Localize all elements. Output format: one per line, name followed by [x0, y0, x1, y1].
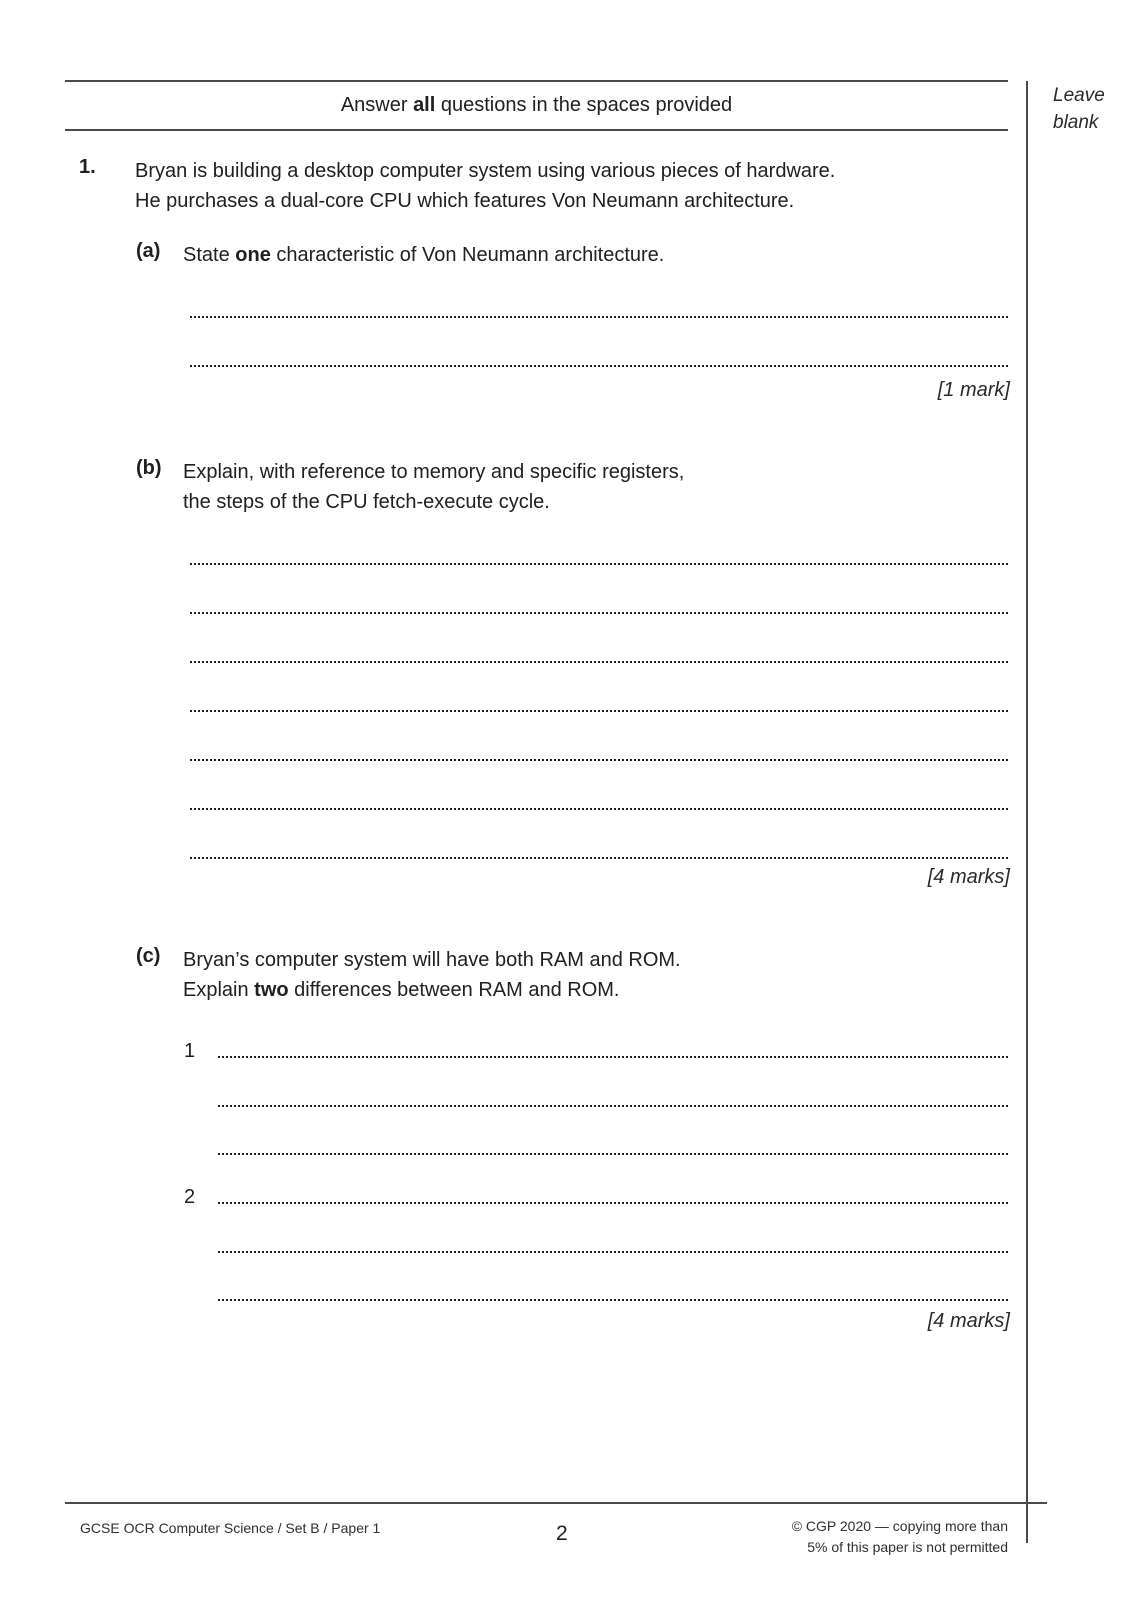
page-instruction	[65, 92, 1008, 118]
footer-course-reference: GCSE OCR Computer Science / Set B / Paper 1	[80, 1520, 381, 1536]
answer-line	[190, 612, 1008, 614]
part-a-text-bold: one	[235, 244, 271, 266]
answer-line	[218, 1251, 1008, 1253]
part-c-text-line2	[183, 975, 681, 1005]
answer-line	[218, 1202, 1008, 1204]
answer-line	[218, 1056, 1008, 1058]
part-c-label: (c)	[136, 945, 161, 967]
question-number: 1.	[79, 156, 96, 178]
part-a-answer-lines	[190, 316, 1008, 367]
part-c-text-bold: two	[254, 979, 289, 1001]
instruction-text-pre: Answer	[340, 94, 414, 116]
part-a-marks: [1 mark]	[937, 379, 1010, 401]
footer-copyright-line2: 5% of this paper is not permitted	[807, 1539, 1008, 1555]
part-b-answer-lines	[190, 563, 1008, 859]
answer-line	[190, 808, 1008, 810]
part-c-item2-number: 2	[184, 1186, 196, 1208]
answer-line	[218, 1153, 1008, 1155]
header-rule-top	[65, 80, 1008, 82]
part-b-text-line2: the steps of the CPU fetch-execute cycle.	[183, 491, 550, 513]
answer-line	[218, 1299, 1008, 1301]
answer-line	[190, 710, 1008, 712]
part-a-label: (a)	[136, 240, 161, 262]
leave-blank-line2: blank	[1053, 112, 1099, 133]
leave-blank-line1: Leave	[1053, 85, 1105, 106]
footer-copyright	[792, 1516, 1008, 1558]
answer-line	[190, 857, 1008, 859]
leave-blank-note	[1053, 82, 1105, 136]
part-a-text	[183, 240, 664, 270]
part-c-item1-number: 1	[184, 1040, 196, 1062]
part-b-marks: [4 marks]	[927, 866, 1010, 888]
question-intro-line2: He purchases a dual-core CPU which features Von Neumann architecture.	[135, 190, 795, 212]
part-b-text	[183, 457, 684, 517]
page-number: 2	[556, 1522, 568, 1545]
question-intro-line1: Bryan is building a desktop computer system using various pieces of hardware.	[135, 160, 836, 182]
part-c-text-pre: Explain	[183, 979, 255, 1001]
part-c-text-line1: Bryan’s computer system will have both RAM and ROM.	[183, 949, 681, 971]
part-c-item1-answer-lines	[218, 1056, 1008, 1155]
instruction-text-post: questions in the spaces provided	[435, 94, 733, 116]
part-c-item2-answer-lines	[218, 1202, 1008, 1301]
part-b-label: (b)	[136, 457, 162, 479]
part-c-text-post: differences between RAM and ROM.	[288, 979, 620, 1001]
footer-rule	[65, 1502, 1047, 1504]
part-c-marks: [4 marks]	[927, 1310, 1010, 1332]
part-a-text-post: characteristic of Von Neumann architecture.	[270, 244, 665, 266]
answer-line	[218, 1105, 1008, 1107]
footer-copyright-line1: © CGP 2020 — copying more than	[791, 1518, 1008, 1534]
part-a-text-pre: State	[183, 244, 236, 266]
instruction-text-bold: all	[413, 94, 436, 116]
answer-line	[190, 661, 1008, 663]
part-b-text-line1: Explain, with reference to memory and specific registers,	[183, 461, 685, 483]
question-intro	[135, 156, 835, 216]
margin-vertical-rule	[1026, 81, 1028, 1543]
answer-line	[190, 365, 1008, 367]
answer-line	[190, 316, 1008, 318]
part-c-text	[183, 945, 681, 1005]
header-rule-bottom	[65, 129, 1008, 131]
answer-line	[190, 759, 1008, 761]
answer-line	[190, 563, 1008, 565]
